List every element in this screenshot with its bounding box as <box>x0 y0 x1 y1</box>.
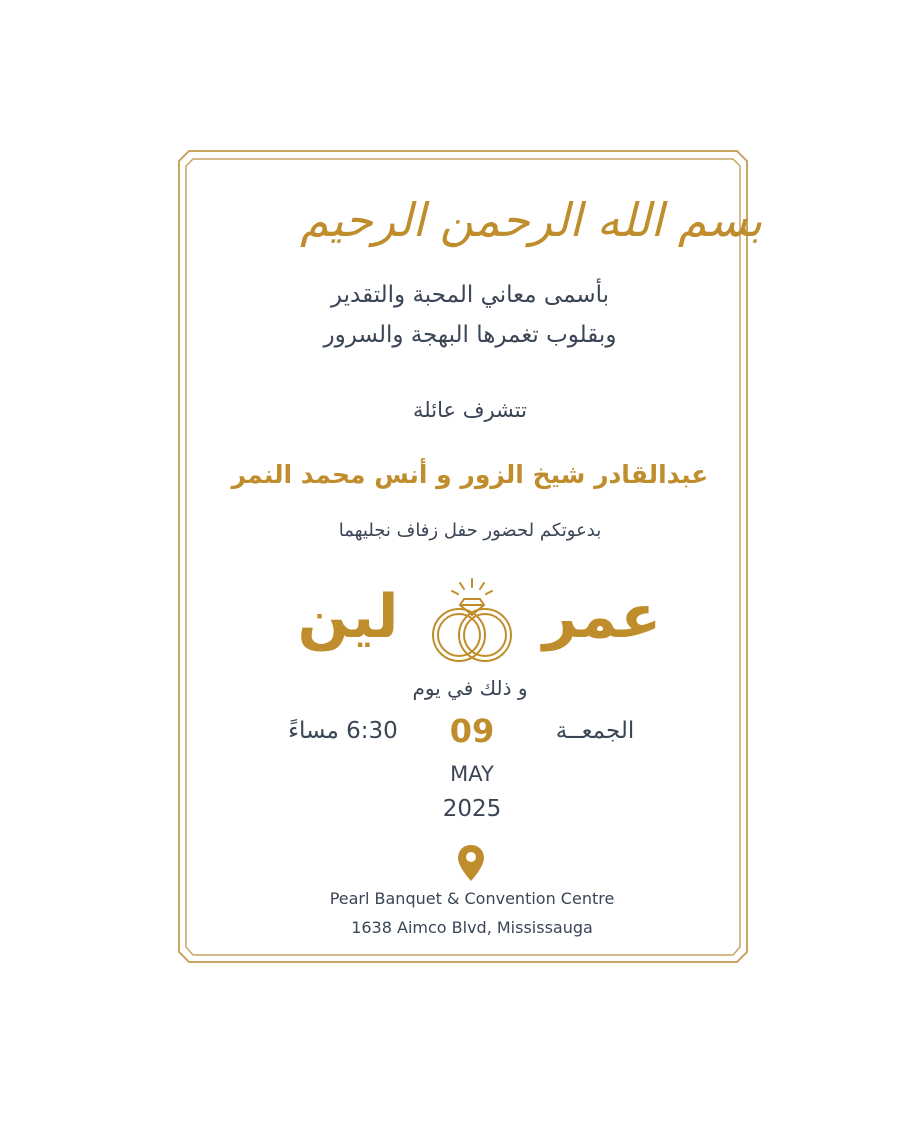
event-time: 6:30 مساءً <box>288 718 398 744</box>
year: 2025 <box>442 796 502 822</box>
day-intro: و ذلك في يوم <box>412 676 528 700</box>
intro-line-1: بأسمى معاني المحبة والتقدير <box>330 282 610 308</box>
weekday: الجمعــة <box>555 718 635 744</box>
family-label: تتشرف عائلة <box>413 398 527 422</box>
basmala-calligraphy: بسم الله الرحمن الرحيم <box>300 193 763 247</box>
invitation-line: بدعوتكم لحضور حفل زفاف نجليهما <box>338 520 602 541</box>
wedding-rings-icon <box>424 575 520 667</box>
outer-border <box>179 151 763 962</box>
intro-line-2: وبقلوب تغمرها البهجة والسرور <box>323 322 617 348</box>
inner-border <box>186 159 763 955</box>
family-names: عبدالقادر شيخ الزور و أنس محمد النمر <box>231 460 709 489</box>
map-pin-icon <box>456 843 486 883</box>
venue-name: Pearl Banquet & Convention Centre <box>329 889 615 908</box>
day-number: 09 <box>449 712 495 750</box>
bride-name: لين <box>297 582 399 652</box>
month: MAY <box>450 762 494 786</box>
groom-name: عمر <box>542 582 662 652</box>
venue-address: 1638 Aimco Blvd, Mississauga <box>351 918 593 937</box>
